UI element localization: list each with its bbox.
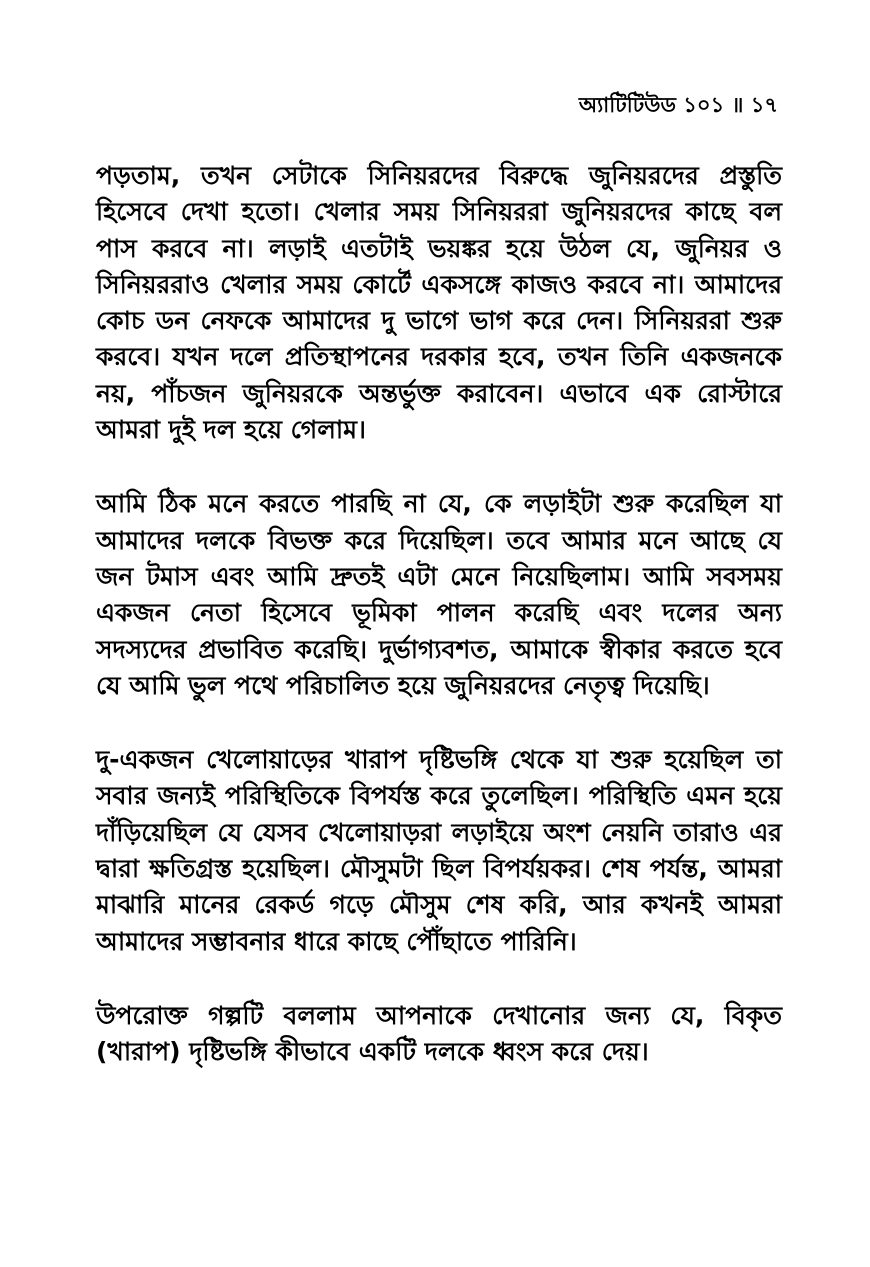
paragraph-2: আমি ঠিক মনে করতে পারছি না যে, কে লড়াইটা শুরু করেছিল যা আমাদের দলকে বিভক্ত করে দিয়েছিল। তবে আমার মনে আছে যে জন টমাস এবং আমি দ্রুতই এটা মেনে নিয়েছিলাম। আমি সবসময় একজন নেতা হিসেবে ভূমিকা পালন করেছি এবং দলের অন্য সদস্যদের প্রভাবিত করেছি। দুর্ভাগ্যবশত, আমাকে স্বীকার করতে হবে যে আমি ভুল পথে পরিচালিত হয়ে জুনিয়রদের নেতৃত্ব দিয়েছি। xyxy=(96,489,782,700)
paragraph-1: পড়তাম, তখন সেটাকে সিনিয়রদের বিরুদ্ধে জুনিয়রদের প্রস্তুতি হিসেবে দেখা হতো। খেলার সময় সিনিয়ররা জুনিয়রদের কাছে বল পাস করবে না। লড়াই এতটাই ভয়ঙ্কর হয়ে উঠল যে, জুনিয়র ও সিনিয়ররাও খেলার সময় কোর্টে একসঙ্গে কাজও করবে না। আমাদের কোচ ডন নেফকে আমাদের দু ভাগে ভাগ করে দেন। সিনিয়ররা শুরু করবে। যখন দলে প্রতিস্থাপনের দরকার হবে, তখন তিনি একজনকে নয়, পাঁচজন জুনিয়রকে অন্তর্ভুক্ত করাবেন। এভাবে এক রোস্টারে আমরা দুই দল হয়ে গেলাম। xyxy=(96,161,782,445)
body-text xyxy=(96,158,782,1109)
paragraph-3: দু-একজন খেলোয়াড়ের খারাপ দৃষ্টিভঙ্গি থেকে যা শুরু হয়েছিল তা সবার জন্যই পরিস্থিতিকে বিপর্যস্ত করে তুলেছিল। পরিস্থিতি এমন হয়ে দাঁড়িয়েছিল যে যেসব খেলোয়াড়রা লড়াইয়ে অংশ নেয়নি তারাও এর দ্বারা ক্ষতিগ্রস্ত হয়েছিল। মৌসুমটা ছিল বিপর্যয়কর। শেষ পর্যন্ত, আমরা মাঝারি মানের রেকর্ড গড়ে মৌসুম শেষ করি, আর কখনই আমরা আমাদের সম্ভাবনার ধারে কাছে পৌঁছাতে পারিনি। xyxy=(96,745,782,956)
running-head: অ্যাটিটিউড ১০১ ॥ ১৭ xyxy=(578,93,778,117)
paragraph-4: উপরোক্ত গল্পটি বললাম আপনাকে দেখানোর জন্য যে, বিকৃত (খারাপ) দৃষ্টিভঙ্গি কীভাবে একটি দলকে ধ্বংস করে দেয়। xyxy=(96,1000,782,1067)
